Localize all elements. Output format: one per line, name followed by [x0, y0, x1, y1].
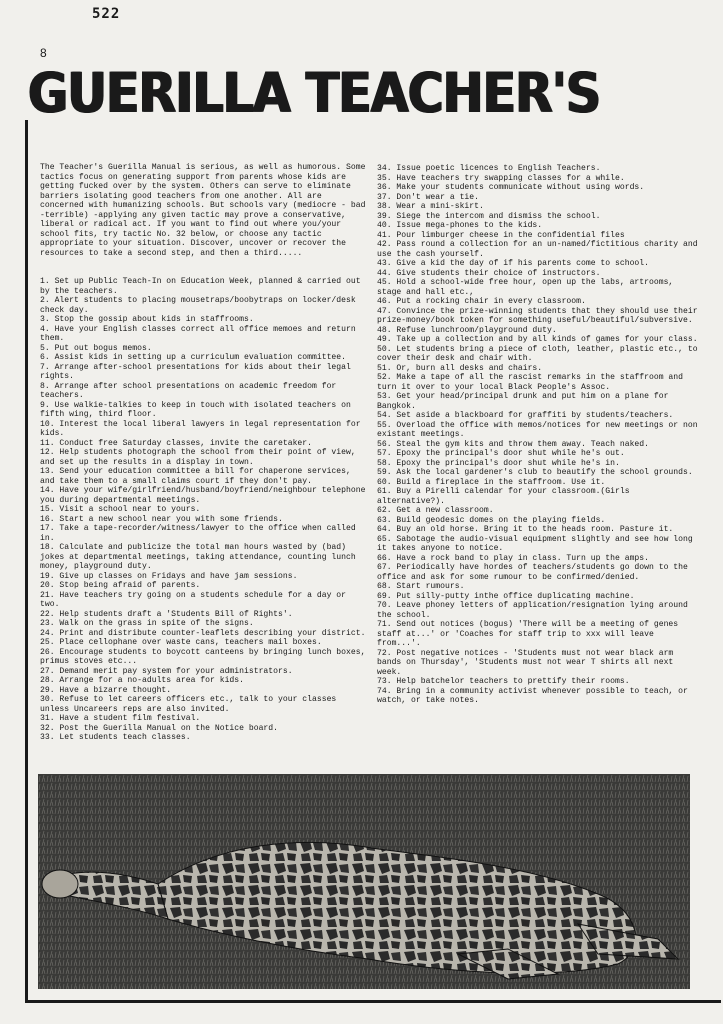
- tactic-item: 54. Set aside a blackboard for graffiti by students/teachers.: [377, 411, 674, 420]
- giraffe-head: [42, 870, 78, 898]
- tactic-item: 31. Have a student film festival.: [40, 714, 201, 723]
- tactic-item: 26. Encourage students to boycott canteens by bringing lunch boxes, primus stoves etc...: [40, 647, 371, 666]
- tactic-item: 60. Build a fireplace in the staffroom. Use it.: [377, 477, 606, 487]
- tactic-item: 15. Visit a school near to yours.: [40, 505, 201, 514]
- tactic-item: 14. Have your wife/girlfriend/husband/boyfriend/neighbour telephone you during departmental meetings.: [40, 486, 371, 505]
- tactic-item: 28. Arrange for a no-adults area for kids.: [40, 676, 244, 685]
- tactic-item: 45. Hold a school-wide free hour, open up the labs, artrooms, stage and hall etc.,: [377, 278, 679, 297]
- giraffe-illustration: [38, 774, 690, 989]
- tactic-item: 48. Refuse lunchroom/playground duty.: [377, 325, 557, 335]
- tactic-item: 12. Help students photograph the school from their point of view, and set up the results in a display in town.: [40, 448, 361, 467]
- tactic-item: 73. Help batchelor teachers to prettify their rooms.: [377, 677, 630, 686]
- tactic-item: 74. Bring in a community activist whenever possible to teach, or watch, or take notes.: [377, 686, 693, 705]
- tactic-item: 43. Give a kid the day of if his parents come to school.: [377, 259, 649, 268]
- tactic-item: 2. Alert students to placing mousetraps/boobytraps on locker/desk check day.: [40, 296, 361, 315]
- tactic-item: 30. Refuse to let careers officers etc., talk to your classes unless Uncareers reps are also invited.: [40, 695, 342, 714]
- tactic-item: 40. Issue mega-phones to the kids.: [377, 221, 543, 230]
- tactic-item: 69. Put silly-putty inthe office duplicating machine.: [377, 591, 635, 601]
- tactic-item: 67. Periodically have hordes of teachers/students go down to the office and ask for some rumour to be confirmed/denied.: [377, 563, 693, 582]
- headline: GUERILLA TEACHER'S: [28, 61, 601, 126]
- tactic-item: 11. Conduct free Saturday classes, invite the caretaker.: [40, 438, 312, 448]
- tactic-item: 19. Give up classes on Fridays and have jam sessions.: [40, 571, 298, 581]
- tactic-item: 16. Start a new school near you with some friends.: [40, 514, 283, 524]
- section-number: 8: [40, 46, 47, 60]
- right-tactics-list: [377, 164, 703, 706]
- tactic-item: 52. Make a tape of all the rascist remarks in the staffroom and turn it over to your local Black People's Assoc.: [377, 373, 688, 392]
- tactic-item: 57. Epoxy the principal's door shut while he's out.: [377, 449, 625, 458]
- tactic-item: 41. Pour limburger cheese in the confidential files: [377, 230, 625, 240]
- tactic-item: 49. Take up a collection and by all kinds of games for your class.: [377, 335, 698, 344]
- tactic-item: 33. Let students teach classes.: [40, 733, 191, 742]
- tactic-item: 37. Don't wear a tie.: [377, 192, 479, 202]
- tactic-item: 4. Have your English classes correct all office memoes and return them.: [40, 324, 361, 343]
- tactic-item: 47. Convince the prize-winning students that they should use their prize-money/book token for something useful/beautiful/subversive.: [377, 306, 703, 325]
- tactic-item: 10. Interest the local liberal lawyers in legal representation for kids.: [40, 419, 366, 438]
- tactic-item: 58. Epoxy the principal's door shut while he's in.: [377, 458, 620, 468]
- tactic-item: 56. Steal the gym kits and throw them away. Teach naked.: [377, 439, 649, 449]
- tactic-item: 17. Take a tape-recorder/witness/lawyer to the office when called in.: [40, 524, 361, 543]
- tactic-item: 3. Stop the gossip about kids in staffrooms.: [40, 315, 254, 324]
- tactic-item: 9. Use walkie-talkies to keep in touch with isolated teachers on fifth wing, third floor.: [40, 400, 356, 419]
- tactic-item: 63. Build geodesic domes on the playing fields.: [377, 515, 606, 525]
- tactic-item: 21. Have teachers try going on a students schedule for a day or two.: [40, 590, 351, 609]
- tactic-item: 51. Or, burn all desks and chairs.: [377, 363, 543, 373]
- tactic-item: 65. Sabotage the audio-visual equipment slightly and see how long it takes anyone to notice.: [377, 534, 698, 553]
- tactic-item: 46. Put a rocking chair in every classroom.: [377, 297, 586, 306]
- tactic-item: 29. Have a bizarre thought.: [40, 685, 172, 695]
- tactic-item: 42. Pass round a collection for an un-named/fictitious charity and use the cash yourself.: [377, 240, 703, 259]
- giraffe-photo: [38, 774, 690, 989]
- tactic-item: 68. Start rumours.: [377, 582, 465, 591]
- tactic-item: 59. Ask the local gardener's club to beautify the school grounds.: [377, 468, 693, 477]
- intro-paragraph: The Teacher's Guerilla Manual is serious, as well as humorous. Some tactics focus on generating support from parents whose kids are getting fucked over by the system. Others can serve to eliminate barriers isolating good teachers from one another. All are concerned with humanizing schools. But schools vary (mediocre - bad -terrible) -applying any given tactic may prove a conservative, liberal or radical act. If you want to find out where you/your school fits, try tactic No. 32 below, or choose any tactic appropriate to your situation. Discover, uncover or recover the resources to take a second step, and then a third.....: [40, 163, 371, 258]
- tactic-item: 35. Have teachers try swapping classes for a while.: [377, 173, 625, 183]
- tactic-item: 7. Arrange after-school presentations for kids about their legal rights.: [40, 362, 356, 381]
- tactic-item: 22. Help students draft a 'Students Bill of Rights'.: [40, 609, 293, 619]
- tactic-item: 32. Post the Guerilla Manual on the Notice board.: [40, 723, 278, 733]
- left-tactics-list: [40, 277, 371, 743]
- tactic-item: 55. Overload the office with memos/notices for new meetings or non existant meetings.: [377, 420, 703, 439]
- tactic-item: 8. Arrange after school presentations on academic freedom for teachers.: [40, 381, 342, 400]
- tactic-item: 13. Send your education committee a bill for chaperone services, and take them to a small claims court if they don't pay.: [40, 467, 356, 486]
- tactic-item: 64. Buy an old horse. Bring it to the heads room. Pasture it.: [377, 525, 674, 534]
- tactic-item: 18. Calculate and publicize the total man hours wasted by (bad) jokes at departmental meetings, taking attendance, counting lunch money, playground duty.: [40, 543, 361, 571]
- tactic-item: 72. Post negative notices - 'Students must not wear black arm bands on Thursday', 'Students must not wear T shirts all next week.: [377, 648, 679, 677]
- tactic-item: 34. Issue poetic licences to English Teachers.: [377, 164, 601, 173]
- tactic-item: 25. Place cellophane over waste cans, teachers mail boxes.: [40, 638, 322, 647]
- tactic-item: 66. Have a rock band to play in class. Turn up the amps.: [377, 553, 649, 563]
- tactic-item: 36. Make your students communicate without using words.: [377, 183, 645, 192]
- tactic-item: 23. Walk on the grass in spite of the signs.: [40, 619, 254, 628]
- tactic-item: 1. Set up Public Teach-In on Education Week, planned & carried out by the teachers.: [40, 277, 366, 296]
- right-column: [377, 145, 703, 715]
- tactic-item: 39. Siege the intercom and dismiss the school.: [377, 211, 601, 221]
- tactic-item: 61. Buy a Pirelli calendar for your classroom.(Girls alternative?).: [377, 487, 635, 506]
- tactic-item: 24. Print and distribute counter-leaflets describing your district.: [40, 628, 366, 638]
- tactic-item: 20. Stop being afraid of parents.: [40, 581, 201, 590]
- left-column: [40, 144, 371, 752]
- tactic-item: 5. Put out bogus memos.: [40, 343, 152, 353]
- tactic-item: 50. Let students bring a piece of cloth, leather, plastic etc., to cover their desk and chair with.: [377, 344, 703, 363]
- tactic-item: 6. Assist kids in setting up a curriculum evaluation committee.: [40, 353, 346, 362]
- page-number: 522: [92, 6, 121, 22]
- tactic-item: 44. Give students their choice of instructors.: [377, 268, 601, 278]
- tactic-item: 27. Demand merit pay system for your administrators.: [40, 666, 293, 676]
- tactic-item: 71. Send out notices (bogus) 'There will be a meeting of genes staff at...' or 'Coaches for staff trip to xxx will leave from...'.: [377, 620, 683, 648]
- tactic-item: 38. Wear a mini-skirt.: [377, 202, 484, 211]
- tactic-item: 53. Get your head/principal drunk and put him on a plane for Bangkok.: [377, 392, 674, 411]
- tactic-item: 62. Get a new classroom.: [377, 506, 494, 515]
- tactic-item: 70. Leave phoney letters of application/resignation lying around the school.: [377, 601, 693, 620]
